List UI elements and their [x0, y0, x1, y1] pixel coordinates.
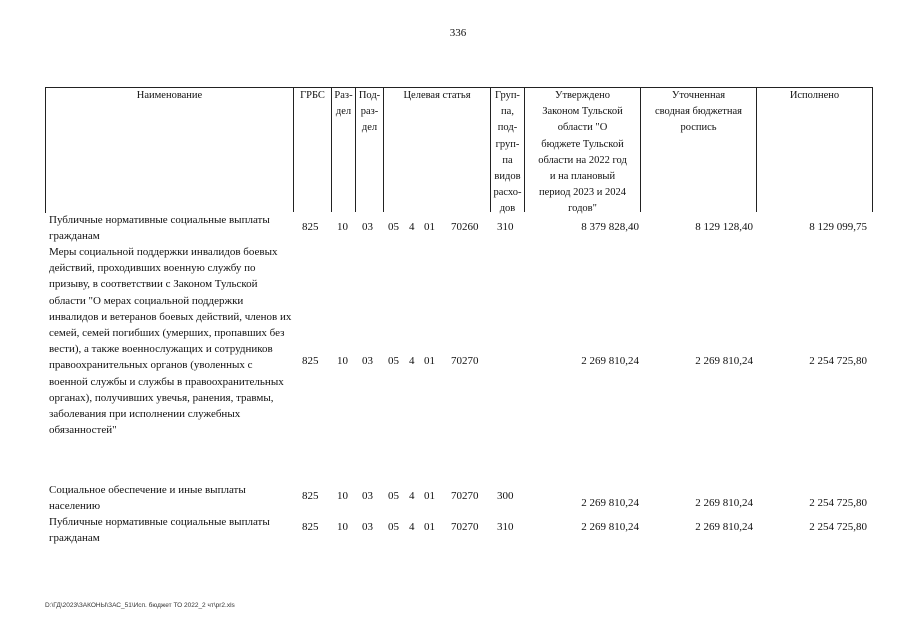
cell-razdel: 10 [337, 355, 348, 367]
cell-grbs: 825 [302, 521, 319, 533]
cell-ispolneno: 2 254 725,80 [809, 497, 867, 509]
column-divider [756, 87, 757, 212]
cell-razdel: 10 [337, 521, 348, 533]
header-utochnennaya-rospis: Уточненная сводная бюджетная роспись [654, 90, 743, 134]
cell-cs-program: 05 [388, 490, 399, 502]
cell-utverzhdeno: 8 379 828,40 [581, 221, 639, 233]
cell-utochnennaya: 2 269 810,24 [695, 521, 753, 533]
header-razdel: Раз- дел [334, 90, 353, 118]
header-podrazdel: Под- раз- дел [358, 90, 381, 134]
cell-vid-rashodov: 310 [497, 221, 514, 233]
page-number: 336 [449, 27, 467, 39]
row-name: Меры социальной поддержки инвалидов боевых действий, проходивших военную службу по призыву, в соответствии с Законом Тульской области "О мерах социальной поддержки инвалидов и ветеранов боевых действий, членов их семей, семей погибших (умерших, пропавших без вести), а также военнослужащих и сотрудников правоохранительных органов (уволенных с военной службы и службы в правоохранительных органах), получивших увечья, ранения, травмы, заболевания при исполнении служебных обязанностей" [49, 246, 292, 437]
cell-grbs: 825 [302, 221, 319, 233]
cell-cs-type: 4 [409, 221, 415, 233]
cell-utochnennaya: 2 269 810,24 [695, 497, 753, 509]
cell-vid-rashodov: 310 [497, 521, 514, 533]
header-vid-rashodov: Груп- па, под- груп- па видов расхо- дов [493, 90, 522, 215]
footer-file-path: D:\ГД\2023\ЗАКОНЫ\ЗАС_51\Исп. бюджет ТО 2022_2 чт\pr2.xls [45, 602, 235, 609]
cell-utochnennaya: 2 269 810,24 [695, 355, 753, 367]
header-ispolneno: Исполнено [789, 90, 840, 101]
cell-cs-direction: 70270 [451, 355, 479, 367]
cell-ispolneno: 2 254 725,80 [809, 355, 867, 367]
row-name: Публичные нормативные социальные выплаты гражданам [49, 516, 270, 545]
cell-podrazdel: 03 [362, 490, 373, 502]
cell-cs-subprogram: 01 [424, 490, 435, 502]
column-divider [872, 87, 873, 212]
cell-podrazdel: 03 [362, 521, 373, 533]
cell-grbs: 825 [302, 490, 319, 502]
header-celevaya-statya: Целевая статья [403, 90, 471, 101]
cell-cs-direction: 70270 [451, 521, 479, 533]
header-grbs: ГРБС [300, 90, 325, 101]
cell-utverzhdeno: 2 269 810,24 [581, 497, 639, 509]
cell-cs-direction: 70260 [451, 221, 479, 233]
cell-cs-program: 05 [388, 221, 399, 233]
cell-cs-direction: 70270 [451, 490, 479, 502]
cell-cs-type: 4 [409, 521, 415, 533]
cell-podrazdel: 03 [362, 355, 373, 367]
cell-podrazdel: 03 [362, 221, 373, 233]
cell-cs-program: 05 [388, 521, 399, 533]
row-name: Публичные нормативные социальные выплаты гражданам [49, 214, 270, 243]
cell-cs-subprogram: 01 [424, 355, 435, 367]
cell-grbs: 825 [302, 355, 319, 367]
cell-vid-rashodov: 300 [497, 490, 514, 502]
cell-razdel: 10 [337, 221, 348, 233]
cell-cs-subprogram: 01 [424, 221, 435, 233]
header-name: Наименование [136, 90, 203, 101]
cell-cs-program: 05 [388, 355, 399, 367]
cell-utochnennaya: 8 129 128,40 [695, 221, 753, 233]
cell-utverzhdeno: 2 269 810,24 [581, 521, 639, 533]
cell-cs-subprogram: 01 [424, 521, 435, 533]
cell-cs-type: 4 [409, 490, 415, 502]
cell-cs-type: 4 [409, 355, 415, 367]
row-name: Социальное обеспечение и иные выплаты населению [49, 484, 246, 513]
cell-razdel: 10 [337, 490, 348, 502]
column-divider [293, 87, 294, 212]
cell-ispolneno: 8 129 099,75 [809, 221, 867, 233]
cell-ispolneno: 2 254 725,80 [809, 521, 867, 533]
header-utverzhdeno: Утверждено Законом Тульской области "О бюджете Тульской области на 2022 год и на плановый период 2023 и 2024 годов" [538, 90, 627, 215]
column-divider [383, 87, 384, 212]
cell-utverzhdeno: 2 269 810,24 [581, 355, 639, 367]
